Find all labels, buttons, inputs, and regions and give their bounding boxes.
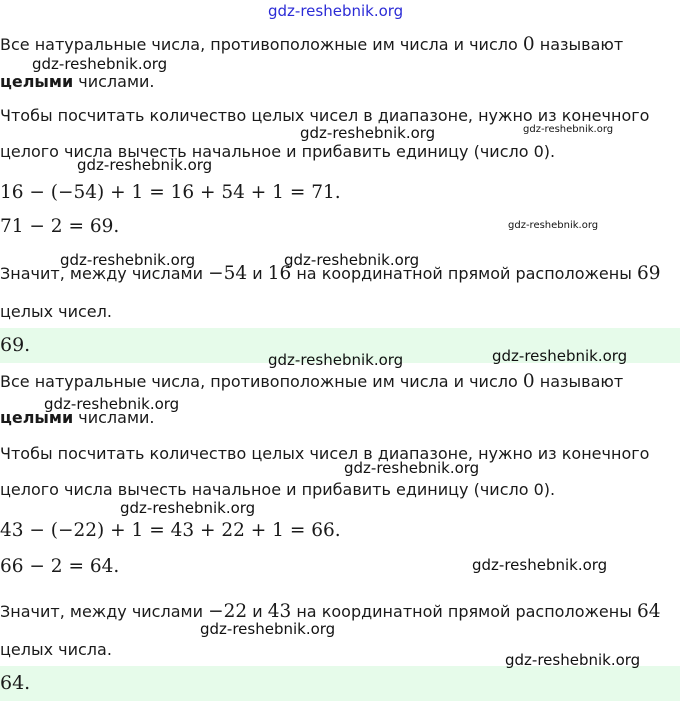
conclusion-text: Значит, между числами (0, 602, 203, 621)
math-number-a: −22 (208, 601, 248, 622)
math-number-b: 16 (267, 263, 292, 284)
watermark-top: gdz-reshebnik.org (268, 2, 404, 20)
bold-term: целыми (0, 72, 74, 91)
rule-line-2: целого числа вычесть начальное и прибавить единицу (число 0). (0, 142, 556, 161)
watermark: gdz-reshebnik.org (472, 556, 608, 574)
answer-box (0, 666, 680, 701)
watermark: gdz-reshebnik.org (505, 651, 641, 669)
conjunction: и (252, 602, 263, 621)
definition-line-1 (0, 372, 623, 392)
watermark: gdz-reshebnik.org (268, 351, 404, 369)
math-count: 69 (636, 263, 661, 284)
watermark: gdz-reshebnik.org (344, 459, 480, 477)
definition-tail: числами. (78, 72, 155, 91)
watermark: gdz-reshebnik.org (523, 124, 614, 135)
definition-line-1 (0, 35, 623, 55)
conclusion-text-mid: на координатной прямой расположены (296, 264, 632, 283)
watermark: gdz-reshebnik.org (508, 220, 599, 231)
answer-value: 64. (0, 672, 31, 694)
calculation-2: 66 − 2 = 64. (0, 556, 120, 577)
watermark: gdz-reshebnik.org (300, 124, 436, 142)
conclusion-text: Значит, между числами (0, 264, 203, 283)
watermark: gdz-reshebnik.org (120, 499, 256, 517)
calculation-1: 16 − (−54) + 1 = 16 + 54 + 1 = 71. (0, 182, 341, 203)
math-zero: 0 (522, 34, 535, 55)
conclusion-line-2: целых числа. (0, 640, 112, 659)
definition-tail: числами. (78, 408, 155, 427)
watermark: gdz-reshebnik.org (492, 347, 628, 365)
calculation-1: 43 − (−22) + 1 = 43 + 22 + 1 = 66. (0, 520, 341, 541)
definition-text: Все натуральные числа, противоположные им числа и число (0, 372, 518, 391)
watermark: gdz-reshebnik.org (44, 395, 180, 413)
math-number-a: −54 (208, 263, 248, 284)
math-number-b: 43 (267, 601, 292, 622)
rule-line-1: Чтобы посчитать количество целых чисел в диапазоне, нужно из конечного (0, 444, 650, 463)
conclusion-line-1 (0, 602, 660, 622)
watermark: gdz-reshebnik.org (32, 55, 168, 73)
watermark: gdz-reshebnik.org (77, 156, 213, 174)
calculation-2: 71 − 2 = 69. (0, 216, 120, 237)
conjunction: и (252, 264, 263, 283)
watermark: gdz-reshebnik.org (60, 251, 196, 269)
definition-line-2 (0, 72, 155, 92)
definition-text-end: называют (539, 35, 624, 54)
watermark: gdz-reshebnik.org (284, 251, 420, 269)
rule-line-2: целого числа вычесть начальное и прибавить единицу (число 0). (0, 480, 556, 499)
watermark: gdz-reshebnik.org (200, 620, 336, 638)
conclusion-line-2: целых чисел. (0, 302, 112, 321)
math-zero: 0 (522, 371, 535, 392)
rule-line-1: Чтобы посчитать количество целых чисел в диапазоне, нужно из конечного (0, 106, 650, 125)
definition-text: Все натуральные числа, противоположные им числа и число (0, 35, 518, 54)
definition-text-end: называют (539, 372, 624, 391)
conclusion-text-mid: на координатной прямой расположены (296, 602, 632, 621)
bold-term: целыми (0, 408, 74, 427)
math-count: 64 (636, 601, 661, 622)
answer-value: 69. (0, 334, 31, 356)
